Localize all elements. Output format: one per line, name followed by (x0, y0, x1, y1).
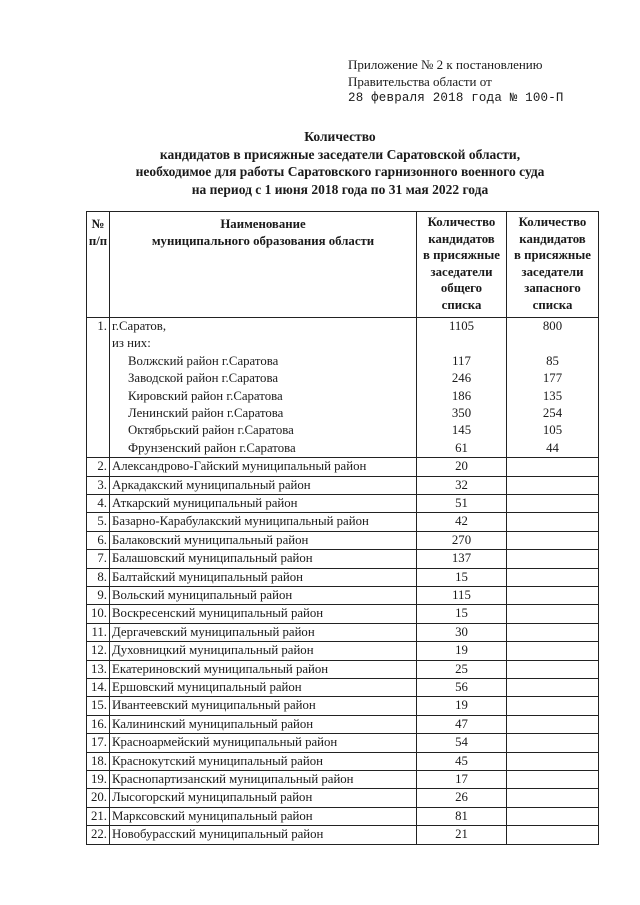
district-reserve: 85 (546, 353, 559, 368)
row-general: 17 (417, 771, 507, 789)
header-reserve (507, 212, 599, 318)
row-name: Лысогорский муниципальный район (110, 789, 417, 807)
table-row (87, 605, 599, 623)
row-num: 17. (87, 734, 110, 752)
row-general: 21 (417, 826, 507, 844)
district-reserve: 44 (546, 440, 559, 455)
table-row (87, 476, 599, 494)
header-name-line: муниципального образования области (151, 233, 375, 248)
row-num: 14. (87, 679, 110, 697)
saratov-reserve: 800 (542, 319, 563, 333)
district-name: Кировский район г.Саратова (128, 388, 283, 403)
header-reserve-line: кандидатов (519, 231, 586, 246)
row-general: 15 (417, 605, 507, 623)
district-general: 61 (455, 440, 468, 455)
row-name: Екатериновский муниципальный район (110, 660, 417, 678)
district-general: 350 (451, 405, 472, 420)
row-name: Ершовский муниципальный район (110, 679, 417, 697)
header-num-line: № (91, 217, 105, 231)
header-reserve-line: запасного (524, 281, 581, 295)
table-row (87, 752, 599, 770)
row-num: 11. (87, 623, 110, 641)
header-general-line: кандидатов (428, 231, 495, 246)
row-reserve (507, 623, 599, 641)
row-reserve (507, 752, 599, 770)
row-reserve (507, 458, 599, 476)
row-name: Ивантеевский муниципальный район (110, 697, 417, 715)
row-name (110, 318, 417, 458)
district-reserve: 177 (542, 371, 563, 386)
saratov-name: г.Саратов, (112, 319, 167, 333)
table-row (87, 513, 599, 531)
row-general: 47 (417, 715, 507, 733)
row-general: 270 (417, 531, 507, 549)
header-reserve-line: Количество (518, 215, 587, 229)
saratov-sub-label: из них: (112, 336, 151, 351)
table-row (87, 531, 599, 549)
district-general: 186 (451, 388, 472, 403)
title-line-4: на период с 1 июня 2018 года по 31 мая 2022 года (191, 181, 489, 197)
row-name: Краснокутский муниципальный район (110, 752, 417, 770)
row-general: 115 (417, 586, 507, 604)
table-row (87, 826, 599, 844)
row-num: 16. (87, 715, 110, 733)
row-general: 81 (417, 807, 507, 825)
table-row (87, 807, 599, 825)
table-row (87, 734, 599, 752)
row-general: 26 (417, 789, 507, 807)
spacer (417, 335, 506, 352)
row-num: 12. (87, 642, 110, 660)
row-num (87, 318, 110, 458)
row-name: Красноармейский муниципальный район (110, 734, 417, 752)
header-num-line: п/п (88, 233, 108, 248)
row-name: Александрово-Гайский муниципальный район (110, 458, 417, 476)
header-general (417, 212, 507, 318)
district-reserve: 105 (542, 423, 563, 438)
row-name: Воскресенский муниципальный район (110, 605, 417, 623)
row-num: 21. (87, 807, 110, 825)
row-general: 30 (417, 623, 507, 641)
row-reserve (507, 318, 599, 458)
row-general: 45 (417, 752, 507, 770)
district-reserve: 254 (542, 405, 563, 420)
header-num (87, 212, 110, 318)
header-general-line: заседатели (430, 264, 493, 279)
district-name: Волжский район г.Саратова (128, 353, 279, 368)
table-row (87, 642, 599, 660)
row-num: 13. (87, 660, 110, 678)
table-row-saratov (87, 318, 599, 458)
row-num: 18. (87, 752, 110, 770)
row-num: 8. (87, 568, 110, 586)
row-reserve (507, 807, 599, 825)
row-name: Аткарский муниципальный район (110, 494, 417, 512)
header-reserve-line: заседатели (521, 264, 584, 279)
row-general: 137 (417, 550, 507, 568)
row-name: Вольский муниципальный район (110, 586, 417, 604)
row-general: 54 (417, 734, 507, 752)
row-reserve (507, 586, 599, 604)
row-reserve (507, 697, 599, 715)
table-row (87, 568, 599, 586)
row-reserve (507, 715, 599, 733)
row-general: 56 (417, 679, 507, 697)
title-line-2: кандидатов в присяжные заседатели Саратовской области, (159, 146, 521, 162)
row-reserve (507, 679, 599, 697)
district-general: 246 (451, 371, 472, 386)
district-name: Октябрьский район г.Саратова (128, 423, 294, 438)
row-num: 6. (87, 531, 110, 549)
row-name: Дергачевский муниципальный район (110, 623, 417, 641)
table-header-row (87, 212, 599, 318)
row-num: 4. (87, 494, 110, 512)
row-general: 32 (417, 476, 507, 494)
district-reserve: 135 (542, 388, 563, 403)
appendix-note (348, 56, 628, 107)
row-general: 19 (417, 642, 507, 660)
table-row (87, 697, 599, 715)
header-reserve-line: списка (532, 297, 573, 312)
appendix-line-3: 28 февраля 2018 года № 100-П (348, 91, 564, 105)
row-name: Балашовский муниципальный район (110, 550, 417, 568)
header-reserve-line: в присяжные (514, 248, 591, 262)
row-name: Балтайский муниципальный район (110, 568, 417, 586)
row-num: 3. (87, 476, 110, 494)
row-reserve (507, 660, 599, 678)
row-name: Аркадакский муниципальный район (110, 476, 417, 494)
spacer (507, 335, 598, 352)
row-reserve (507, 531, 599, 549)
row-num: 5. (87, 513, 110, 531)
row-reserve (507, 826, 599, 844)
table-row (87, 586, 599, 604)
row-general: 15 (417, 568, 507, 586)
title-line-1: Количество (304, 129, 376, 144)
row-name: Балаковский муниципальный район (110, 531, 417, 549)
district-name: Заводской район г.Саратова (128, 371, 278, 386)
row-reserve (507, 513, 599, 531)
row-general: 25 (417, 660, 507, 678)
candidates-table (86, 211, 599, 845)
row-reserve (507, 550, 599, 568)
row-num-text: 1. (97, 319, 107, 333)
table-row (87, 771, 599, 789)
row-name: Новобурасский муниципальный район (110, 826, 417, 844)
row-reserve (507, 605, 599, 623)
row-general: 19 (417, 697, 507, 715)
row-name: Духовницкий муниципальный район (110, 642, 417, 660)
row-name: Краснопартизанский муниципальный район (110, 771, 417, 789)
appendix-line-2: Правительства области от (348, 74, 492, 89)
district-general: 145 (451, 423, 472, 438)
row-name: Калининский муниципальный район (110, 715, 417, 733)
row-num: 15. (87, 697, 110, 715)
table-row (87, 789, 599, 807)
header-general-line: общего (440, 281, 483, 295)
table-row (87, 494, 599, 512)
row-num: 7. (87, 550, 110, 568)
row-num: 10. (87, 605, 110, 623)
document-title (60, 128, 620, 198)
row-reserve (507, 771, 599, 789)
row-num: 20. (87, 789, 110, 807)
header-name (110, 212, 417, 318)
row-general: 42 (417, 513, 507, 531)
table-row (87, 679, 599, 697)
header-general-line: списка (441, 297, 482, 312)
row-general: 51 (417, 494, 507, 512)
row-reserve (507, 494, 599, 512)
row-name: Марксовский муниципальный район (110, 807, 417, 825)
row-reserve (507, 789, 599, 807)
header-general-line: Количество (427, 215, 496, 229)
row-general: 20 (417, 458, 507, 476)
row-num: 19. (87, 771, 110, 789)
row-num: 9. (87, 586, 110, 604)
table-row (87, 458, 599, 476)
row-name: Базарно-Карабулакский муниципальный район (110, 513, 417, 531)
table-row (87, 550, 599, 568)
appendix-line-1: Приложение № 2 к постановлению (348, 57, 543, 72)
row-num: 22. (87, 826, 110, 844)
table-row (87, 715, 599, 733)
header-name-line: Наименование (220, 217, 306, 231)
row-reserve (507, 734, 599, 752)
row-num: 2. (87, 458, 110, 476)
saratov-general: 1105 (448, 319, 475, 333)
row-reserve (507, 642, 599, 660)
district-general: 117 (452, 353, 471, 368)
table-row (87, 623, 599, 641)
table-row (87, 660, 599, 678)
header-general-line: в присяжные (423, 248, 500, 262)
title-line-3: необходимое для работы Саратовского гарнизонного военного суда (135, 164, 545, 179)
row-reserve (507, 476, 599, 494)
district-name: Фрунзенский район г.Саратова (128, 440, 296, 455)
district-name: Ленинский район г.Саратова (128, 405, 284, 420)
row-general (417, 318, 507, 458)
row-reserve (507, 568, 599, 586)
